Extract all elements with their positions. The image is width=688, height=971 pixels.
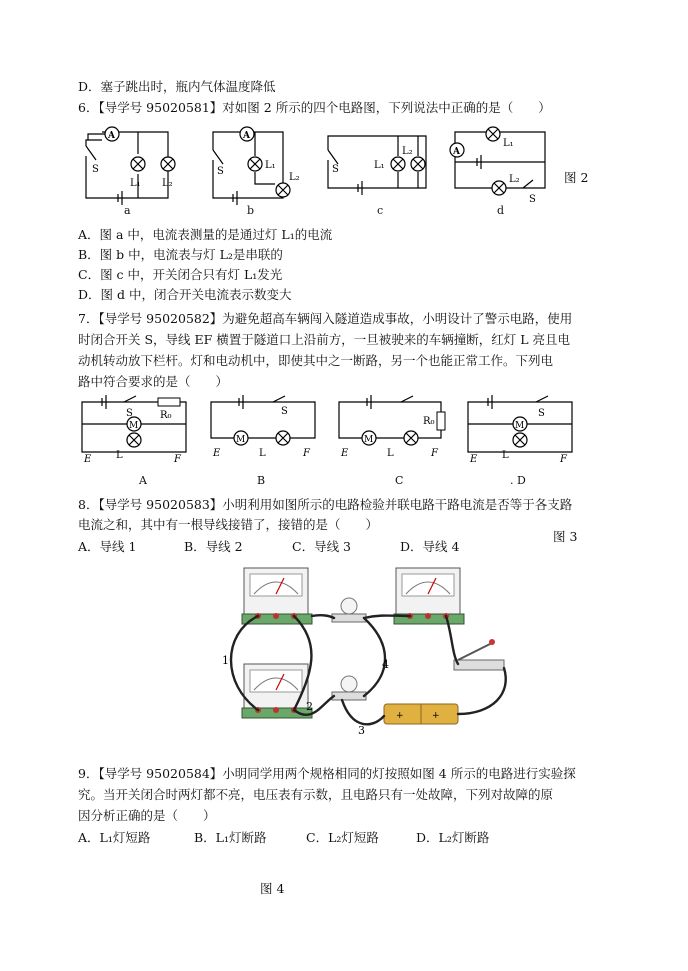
end-e-label: E <box>213 448 221 459</box>
circuit-diagram-7a <box>80 394 200 464</box>
choice-c-label: C <box>395 474 404 487</box>
sub-label-c: c <box>377 204 384 217</box>
motor-symbol: M <box>129 421 139 431</box>
question-9-option-d: D．L₂灯断路 <box>416 830 490 845</box>
question-9-line-3: 因分析正确的是（ ） <box>78 808 216 823</box>
switch-label: S <box>281 406 288 417</box>
switch-label: S <box>529 194 536 205</box>
question-7-line-4: 路中符合要求的是（ ） <box>78 374 229 389</box>
ammeter-symbol: A <box>243 131 250 141</box>
choice-b-label: B <box>257 474 266 487</box>
end-f-label: F <box>174 454 181 465</box>
choice-a-label: A <box>139 474 147 487</box>
resistor-label: R₀ <box>160 410 172 421</box>
lamp1-label: L₁ <box>503 138 514 149</box>
question-6-stem: 6．【导学号 95020581】对如图 2 所示的四个电路图，下列说法中正确的是（ ） <box>78 100 551 115</box>
circuit-diagram-d <box>447 124 557 214</box>
switch-label: S <box>217 166 224 177</box>
knife-switch <box>454 639 504 670</box>
end-e-label: E <box>470 454 478 465</box>
question-8-option-b: B．导线 2 <box>184 539 243 554</box>
figure-3-apparatus <box>222 564 522 744</box>
question-5-option-d: D．塞子跳出时，瓶内气体温度降低 <box>78 79 276 94</box>
question-7-line-2: 时闭合开关 S，导线 EF 横置于隧道口上沿前方，一旦被驶来的车辆撞断，红灯 L 亮且电 <box>78 332 571 347</box>
question-9-line-1: 9．【导学号 95020584】小明同学用两个规格相同的灯按照如图 4 所示的电路进行实验探 <box>78 766 576 781</box>
svg-text:+: + <box>432 711 440 721</box>
end-e-label: E <box>341 448 349 459</box>
question-6-option-b: B．图 b 中，电流表与灯 L₂是串联的 <box>78 247 283 262</box>
lamp2-label: L₂ <box>162 178 173 189</box>
question-8-option-a: A．导线 1 <box>78 539 137 554</box>
lamp-label: L <box>116 450 123 461</box>
wire-3-label: 3 <box>358 724 365 737</box>
wire-2-label: 2 <box>306 700 313 713</box>
figure-2-label: 图 2 <box>564 170 589 185</box>
lamp2-label: L₂ <box>402 146 413 157</box>
question-7-line-3: 动机转动放下栏杆。灯和电动机中，即使其中之一断路，另一个也能正常工作。下列电 <box>78 353 554 368</box>
circuit-diagram-7d <box>466 394 586 464</box>
wire-3 <box>342 700 384 724</box>
motor-symbol: M <box>236 435 246 445</box>
wire-4 <box>364 618 385 696</box>
lamp1-label: L₁ <box>265 160 276 171</box>
lamp-label: L <box>387 448 394 459</box>
wire-4-label: 4 <box>382 658 389 671</box>
motor-symbol: M <box>364 435 374 445</box>
question-9-option-b: B．L₁灯断路 <box>194 830 267 845</box>
wire-1-label: 1 <box>222 654 229 667</box>
lamp-label: L <box>259 448 266 459</box>
end-f-label: F <box>560 454 567 465</box>
ammeter-1 <box>242 568 312 624</box>
lamp2-label: L₂ <box>509 174 520 185</box>
question-9-option-c: C．L₂灯短路 <box>306 830 379 845</box>
motor-symbol: M <box>515 421 525 431</box>
end-f-label: F <box>431 448 438 459</box>
question-8-line-1: 8．【导学号 95020583】小明利用如图所示的电路检验并联电路干路电流是否等于各支路 <box>78 497 573 512</box>
ammeter-symbol: A <box>453 147 460 157</box>
lamp1-label: L₁ <box>374 160 385 171</box>
circuit-diagram-7c <box>337 394 457 464</box>
question-8-option-d: D．导线 4 <box>400 539 460 554</box>
end-f-label: F <box>303 448 310 459</box>
switch-label: S <box>538 408 545 419</box>
question-7-line-1: 7．【导学号 95020582】为避免超高车辆闯入隧道造成事故，小明设计了警示电路，使用 <box>78 311 573 326</box>
question-8-line-2: 电流之和，其中有一根导线接错了，接错的是（ ） <box>78 517 379 532</box>
bulb-2 <box>332 676 366 700</box>
switch-label: S <box>332 164 339 175</box>
svg-text:+: + <box>396 711 404 721</box>
circuit-diagram-b <box>203 124 313 214</box>
bulb-1 <box>332 598 366 622</box>
switch-label: S <box>126 408 133 419</box>
battery-pack <box>384 704 458 724</box>
question-9-option-a: A．L₁灯短路 <box>78 830 151 845</box>
figure-3-label: 图 3 <box>553 529 578 544</box>
lamp-label: L <box>502 450 509 461</box>
sub-label-b: b <box>247 204 255 217</box>
lamp1-label: L₁ <box>130 178 141 189</box>
lamp2-label: L₂ <box>289 172 300 183</box>
figure-4-label: 图 4 <box>260 881 285 896</box>
question-9-line-2: 究。当开关闭合时两灯都不亮，电压表有示数，且电路只有一处故障，下列对故障的原 <box>78 787 554 802</box>
circuit-diagram-c <box>318 124 428 214</box>
choice-d-label: . D <box>510 474 526 487</box>
sub-label-d: d <box>497 204 505 217</box>
question-6-option-a: A．图 a 中，电流表测量的是通过灯 L₁的电流 <box>78 227 333 242</box>
question-8-option-c: C．导线 3 <box>292 539 351 554</box>
sub-label-a: a <box>124 204 131 217</box>
switch-label: S <box>92 164 99 175</box>
circuit-diagram-7b <box>209 394 329 464</box>
question-6-option-d: D．图 d 中，闭合开关电流表示数变大 <box>78 287 292 302</box>
question-6-option-c: C．图 c 中，开关闭合只有灯 L₁发光 <box>78 267 283 282</box>
ammeter-symbol: A <box>108 131 115 141</box>
circuit-diagram-a <box>78 124 188 214</box>
resistor-label: R₀ <box>423 416 435 427</box>
end-e-label: E <box>84 454 92 465</box>
